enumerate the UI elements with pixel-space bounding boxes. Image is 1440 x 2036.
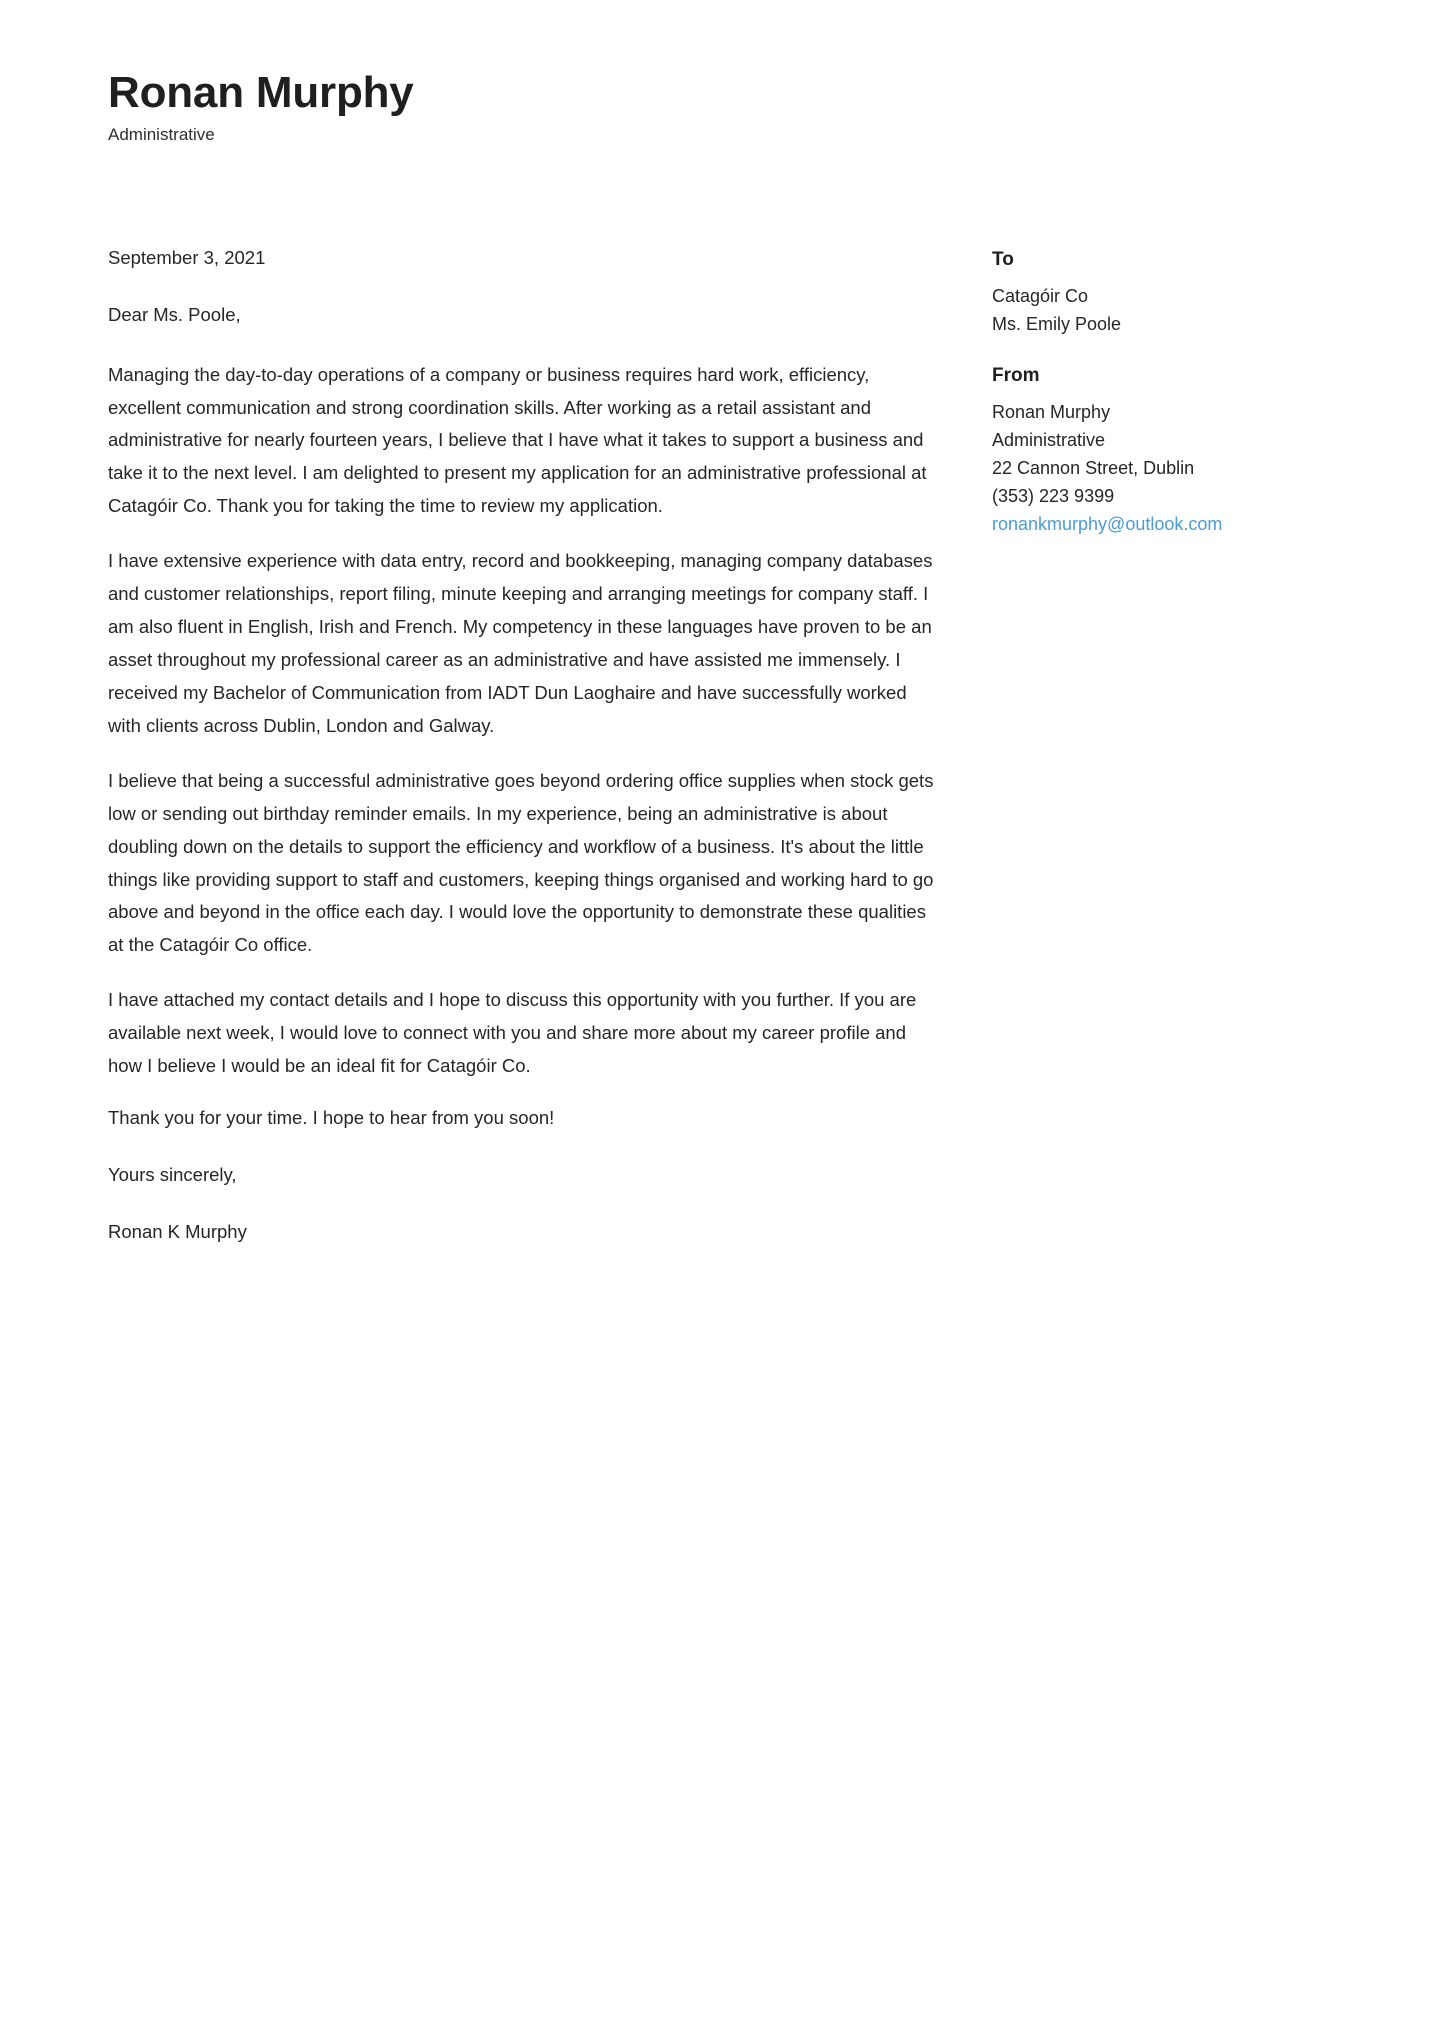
sender-heading: From <box>992 364 1040 386</box>
letter-header <box>108 68 1338 146</box>
letter-signature: Ronan K Murphy <box>108 1220 247 1242</box>
letter-paragraph-2: I have extensive experience with data entry, record and bookkeeping, managing company databases and customer relationships, report filing, minute keeping and arranging meetings for company staff. I am also fluent in English, Irish and French. My competency in these languages have proven to be an asset throughout my professional career as an administrative and have assisted me immensely. I received my Bachelor of Communication from IADT Dun Laoghaire and have successfully worked with clients across Dublin, London and Galway. <box>108 550 933 736</box>
letter-main-column <box>108 245 935 1246</box>
sender-address: 22 Cannon Street, Dublin <box>992 457 1195 478</box>
sender-phone: (353) 223 9399 <box>992 485 1115 506</box>
letter-date: September 3, 2021 <box>108 247 266 268</box>
applicant-role: Administrative <box>108 125 215 145</box>
letter-paragraph-4: I have attached my contact details and I hope to discuss this opportunity with you further. If you are available next week, I would love to connect with you and share more about my career profile and how I believe I would be an ideal fit for Catagóir Co. <box>108 989 917 1077</box>
sender-name: Ronan Murphy <box>992 401 1111 422</box>
letter-signoff: Yours sincerely, <box>108 1163 237 1185</box>
recipient-block <box>992 248 1340 338</box>
sender-email-link[interactable]: ronankmurphy@outlook.com <box>992 513 1223 534</box>
letter-aside-column <box>992 245 1340 538</box>
sender-block <box>992 364 1340 538</box>
recipient-company: Catagóir Co <box>992 285 1089 306</box>
sender-role: Administrative <box>992 429 1106 450</box>
letter-body <box>108 245 1340 1246</box>
recipient-contact: Ms. Emily Poole <box>992 313 1122 334</box>
recipient-heading: To <box>992 249 1014 270</box>
letter-paragraph-3: I believe that being a successful administrative goes beyond ordering office supplies when stock gets low or sending out birthday reminder emails. In my experience, being an administrative is about doubling down on the details to support the efficiency and workflow of a business. It's about the little things like providing support to staff and customers, keeping things organised and working hard to go above and beyond in the office each day. I would love the opportunity to demonstrate these qualities at the Catagóir Co office. <box>108 769 934 956</box>
letter-salutation: Dear Ms. Poole, <box>108 303 241 325</box>
page-title: Ronan Murphy <box>108 68 414 117</box>
letter-paragraph-1: Managing the day-to-day operations of a company or business requires hard work, efficiency, excellent communication and strong coordination skills. After working as a retail assistant and administrative for nearly fourteen years, I believe that I have what it takes to support a business and take it to the next level. I am delighted to present my application for an administrative professional at Catagóir Co. Thank you for taking the time to review my application. <box>108 363 927 517</box>
letter-thanks-line: Thank you for your time. I hope to hear from you soon! <box>108 1107 555 1129</box>
